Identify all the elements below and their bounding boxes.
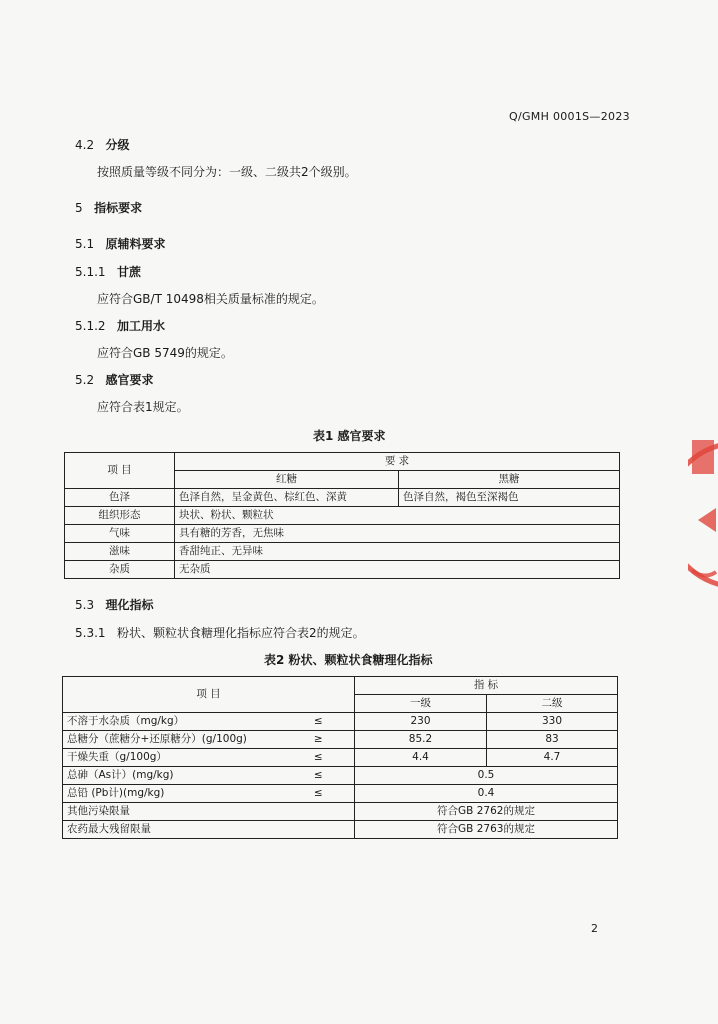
section-number: 5.1.2	[75, 319, 106, 333]
table-cell: 符合GB 2763的规定	[355, 821, 618, 839]
table-cell-symbol: ≤	[283, 767, 355, 785]
section-5-3-1	[75, 624, 365, 641]
section-5-3-heading	[75, 596, 154, 613]
table-row	[63, 803, 618, 821]
table-row	[65, 525, 620, 543]
document-code: Q/GMH 0001S—2023	[509, 110, 630, 123]
table-cell: 滋味	[65, 543, 175, 561]
section-5-1-2-heading	[75, 317, 165, 334]
section-title: 分级	[105, 138, 130, 152]
page-number: 2	[591, 922, 598, 935]
section-number: 5.2	[75, 373, 95, 387]
section-number: 5.1.1	[75, 265, 106, 279]
section-number: 5.3.1	[75, 626, 106, 640]
section-title: 原辅料要求	[105, 237, 166, 251]
table-subheader-red-sugar: 红糖	[175, 471, 399, 489]
table-cell: 330	[487, 713, 618, 731]
table-cell: 83	[487, 731, 618, 749]
table-row	[65, 507, 620, 525]
table-cell: 0.5	[355, 767, 618, 785]
table-header-requirement: 要 求	[175, 453, 620, 471]
table-subheader-grade-2: 二级	[487, 695, 618, 713]
table-cell: 气味	[65, 525, 175, 543]
table-cell: 色泽自然，呈金黄色、棕红色、深黄	[175, 489, 399, 507]
section-title: 甘蔗	[117, 265, 142, 279]
table-cell: 符合GB 2762的规定	[355, 803, 618, 821]
table-row	[65, 489, 620, 507]
table-cell: 杂质	[65, 561, 175, 579]
section-number: 4.2	[75, 138, 95, 152]
table2-caption: 表2 粉状、颗粒状食糖理化指标	[264, 653, 433, 667]
table-row	[63, 785, 618, 803]
section-title: 指标要求	[94, 201, 143, 215]
table1	[64, 452, 620, 579]
section-4-2-text: 按照质量等级不同分为：一级、二级共2个级别。	[97, 165, 357, 179]
table-cell: 85.2	[355, 731, 487, 749]
table-cell: 具有糖的芳香，无焦味	[175, 525, 620, 543]
seal-stamp	[688, 430, 718, 600]
section-5-2-heading	[75, 371, 154, 388]
table-cell: 总砷（As计）(mg/kg)	[63, 767, 283, 785]
table-cell: 0.4	[355, 785, 618, 803]
section-title: 感官要求	[105, 373, 154, 387]
table-row	[63, 749, 618, 767]
table-row	[63, 821, 618, 839]
table-row	[63, 767, 618, 785]
table-row	[65, 561, 620, 579]
table-cell-symbol: ≤	[283, 713, 355, 731]
section-number: 5.1	[75, 237, 95, 251]
table-cell: 色泽自然，褐色至深褐色	[399, 489, 620, 507]
section-5-2-text: 应符合表1规定。	[97, 400, 189, 414]
section-number: 5	[75, 201, 83, 215]
table-row	[63, 713, 618, 731]
table-subheader-grade-1: 一级	[355, 695, 487, 713]
section-number: 5.3	[75, 598, 95, 612]
table-cell: 组织形态	[65, 507, 175, 525]
table-cell-symbol: ≤	[283, 749, 355, 767]
table-cell: 4.7	[487, 749, 618, 767]
table-subheader-black-sugar: 黑糖	[399, 471, 620, 489]
section-title: 加工用水	[117, 319, 166, 333]
table-row	[63, 731, 618, 749]
table-header-index: 指 标	[355, 677, 618, 695]
table-cell: 干燥失重（g/100g）	[63, 749, 283, 767]
table-cell: 无杂质	[175, 561, 620, 579]
section-5-1-2-text: 应符合GB 5749的规定。	[97, 346, 233, 360]
table-cell: 4.4	[355, 749, 487, 767]
table-cell: 其他污染限量	[63, 803, 355, 821]
table-cell: 农药最大残留限量	[63, 821, 355, 839]
table-cell-symbol: ≤	[283, 785, 355, 803]
table-header-item: 项 目	[65, 453, 175, 489]
table-row	[65, 543, 620, 561]
table-cell: 总糖分（蔗糖分+还原糖分）(g/100g)	[63, 731, 283, 749]
section-title: 理化指标	[105, 598, 154, 612]
table1-caption: 表1 感官要求	[313, 429, 386, 443]
table-row	[63, 677, 618, 695]
section-4-2-heading	[75, 136, 130, 153]
table-cell-symbol: ≥	[283, 731, 355, 749]
table-cell: 不溶于水杂质（mg/kg）	[63, 713, 283, 731]
table-cell: 230	[355, 713, 487, 731]
table-cell: 块状、粉状、颗粒状	[175, 507, 620, 525]
table-cell: 香甜纯正、无异味	[175, 543, 620, 561]
section-5-1-heading	[75, 235, 166, 252]
table2	[62, 676, 618, 839]
section-5-1-1-heading	[75, 263, 141, 280]
table-cell: 总铅 (Pb计)(mg/kg)	[63, 785, 283, 803]
table-row	[65, 453, 620, 471]
section-5-heading	[75, 199, 142, 216]
section-text: 粉状、颗粒状食糖理化指标应符合表2的规定。	[117, 626, 365, 640]
table-header-item: 项 目	[63, 677, 355, 713]
table-cell: 色泽	[65, 489, 175, 507]
section-5-1-1-text: 应符合GB/T 10498相关质量标准的规定。	[97, 292, 324, 306]
